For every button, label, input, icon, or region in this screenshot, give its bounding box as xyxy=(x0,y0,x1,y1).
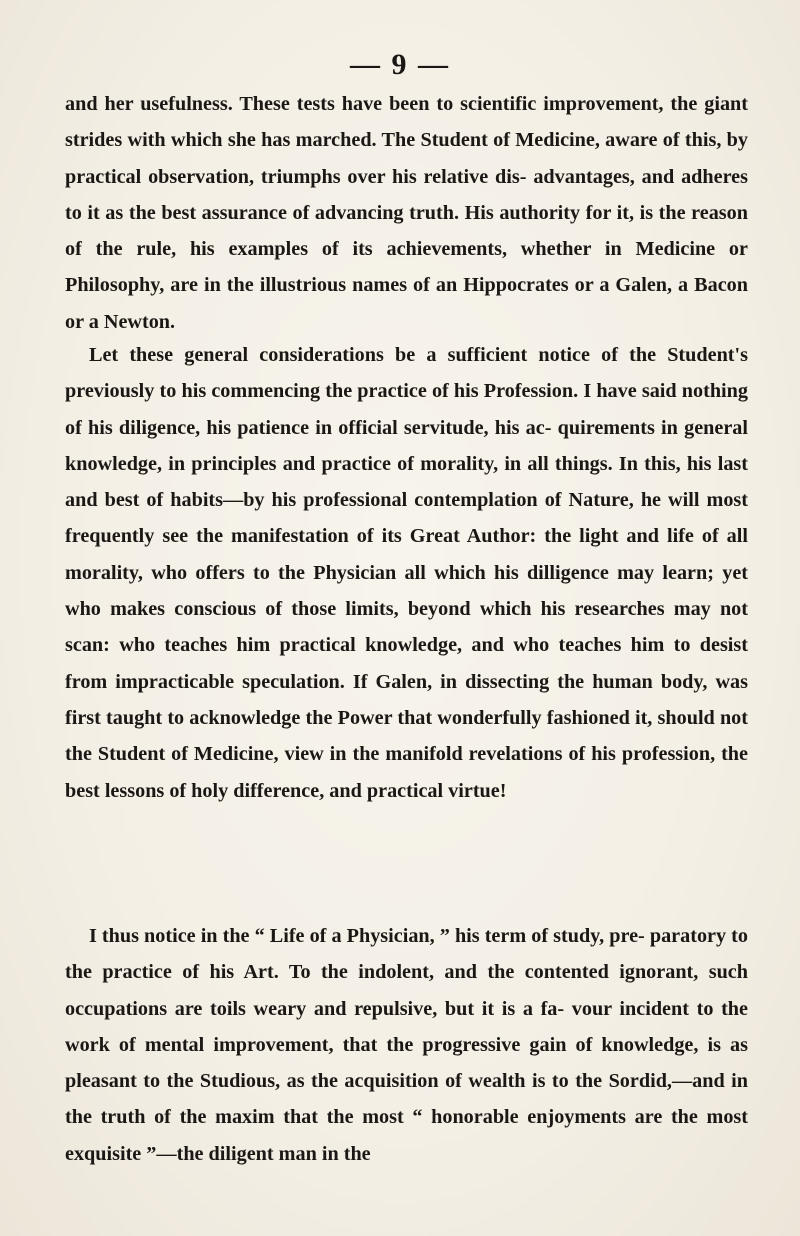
paragraph-1 xyxy=(65,86,748,340)
paragraph-1-text: and her usefulness. These tests have been to scientific improvement, the giant strides with which she has marched. The Student of Medicine, aware of this, by practical observation, triumphs over his relative dis- advantages, and adheres to it as the best assurance of advancing truth. His authority for it, is the reason of the rule, his examples of its achievements, whether in Medicine or Philosophy, are in the illustrious names of an Hippocrates or a Galen, a Bacon or a Newton. xyxy=(65,93,748,333)
paragraph-2 xyxy=(65,337,748,809)
paragraph-2-text: Let these general considerations be a sufficient notice of the Student's previously to his commencing the practice of his Profession. I have said nothing of his diligence, his patience in official servitude, his ac- quirements in general knowledge, in principles and practice of morality, in all things. In this, his last and best of habits—by his professional contemplation of Nature, he will most frequently see the manifestation of its Great Author: the light and life of all morality, who offers to the Physician all which his dilligence may learn; yet who makes conscious of those limits, beyond which his researches may not scan: who teaches him practical knowledge, and who teaches him to desist from impracticable speculation. If Galen, in dissecting the human body, was first taught to acknowledge the Power that wonderfully fashioned it, should not the Student of Medicine, view in the manifold revelations of his profession, the best lessons of holy difference, and practical virtue! xyxy=(65,344,748,802)
page-number: — 9 — xyxy=(350,48,450,81)
paragraph-3 xyxy=(65,918,748,1172)
paragraph-3-text: I thus notice in the “ Life of a Physician, ” his term of study, pre- paratory to the practice of his Art. To the indolent, and the contented ignorant, such occupations are toils weary and repulsive, but it is a fa- vour incident to the work of mental improvement, that the progressive gain of knowledge, is as pleasant to the Studious, as the acquisition of wealth is to the Sordid,—and in the truth of the maxim that the most “ honorable enjoyments are the most exquisite ”—the diligent man in the xyxy=(65,925,748,1165)
